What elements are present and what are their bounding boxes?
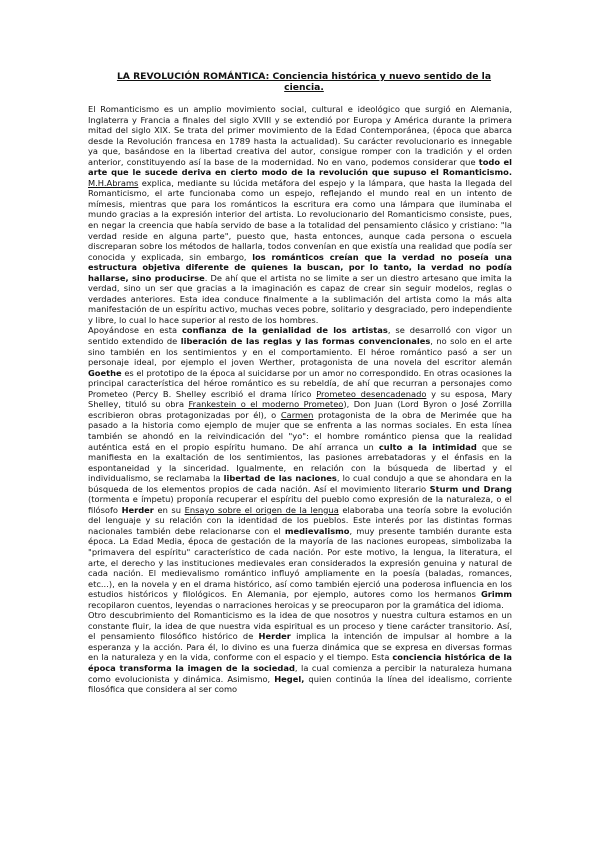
text-segment: es el prototipo de la época al suicidarse por un amor no correspondido. En otras ocasiones la principal característica del héroe romántico es su rebeldía, de ahí que recurran a personajes como Prometeo (Percy B. Shelley escribió el drama lírico — [88, 367, 512, 399]
bold-text-segment: Goethe — [88, 367, 122, 378]
bold-text-segment: Sturm und Drang — [429, 483, 512, 494]
text-segment: Otro descubrimiento del Romanticismo es la idea de que nosotros y nuestra cultura estamos en un constante fluir, la idea de que nuestra vida espiritual es un proceso y tiene carácter transitorio. Así, el pensamiento filosófico histórico de — [88, 610, 512, 642]
text-segment: y su esposa, Mary Shelley, tituló su obra — [88, 388, 512, 410]
underlined-work-title: Ensayo sobre el origen de la lengua — [184, 504, 339, 515]
bold-text-segment: los románticos creían que la verdad no poseía una estructura objetiva diferente de quienes la buscan, por lo tanto, la verdad no podía hallarse, sino producirse — [88, 251, 513, 283]
bold-text-segment: culto a la intimidad — [378, 441, 477, 452]
text-segment: elaboraba una teoría sobre la evolución del lenguaje y su relación con la identidad de los pueblos. Este interés por las distintas formas nacionales también debe relacionarse con el — [88, 504, 512, 536]
text-segment: , muy presente también durante esta época. La Edad Media, época de gestación de la mayoría de las naciones europeas, simbolizaba la "primavera del espíritu" característico de cada nación. Por este motivo, la lengua, la literatura, el arte, el derecho y las instituciones medievales eran considerados la expresión genuina y natural de cada nación. El medievalismo romántico influyó ampliamente en la poesía (baladas, romances, etc...), en la novela y en el drama histórico, así como también ejerció una poderosa influencia en los estudios históricos y filológicos. En Alemania, por ejemplo, autores como los hermanos — [88, 525, 512, 600]
text-segment: (tormenta e ímpetu) proponía recuperar el espíritu del pueblo como expresión de la naturaleza, o el filósofo — [88, 494, 512, 515]
bold-text-segment: libertad de las naciones — [223, 473, 337, 484]
paragraph-romanticismo-intro — [88, 104, 512, 325]
text-segment: , la cual comienza a percibir la naturaleza humana como evolucionista y dinámica. Asimismo, — [88, 662, 513, 684]
text-segment: recopilaron cuentos, leyendas o narraciones heroicas y se preocuparon por la gramática del idioma. — [88, 599, 504, 610]
bold-text-segment: Hegel, — [274, 673, 305, 684]
text-segment: implica la intención de impulsar al hombre a la esperanza y la acción. Para él, lo divino es una fuerza dinámica que se expresa en diversas formas en la naturaleza y en la vida, conforme con el espacio y el tiempo. Esta — [88, 631, 512, 663]
paragraph-genialidad-artistas — [88, 325, 512, 610]
bold-text-segment: medievalismo — [284, 525, 350, 536]
text-segment: . De ahí que el artista no se limite a ser un diestro artesano que imita la verdad, sino un ser que gracias a la imaginación es capaz de crear sin seguir modelos, reglas o verdades anteriores. Esta idea conduce finalmente a la sublimación del artista como la más alta manifestación de un espíritu activo, muchas veces pobre, solitario y desgraciado, pero independiente y libre, lo cual lo hace superior al resto de los hombres. — [88, 272, 512, 325]
text-segment: en su — [153, 504, 185, 515]
text-segment: que se manifiesta en la exaltación de los sentimientos, las pasiones arrebatadoras y el énfasis en la espontaneidad y la sinceridad. Igualmente, en relación con la búsqueda de libertad y el individualismo, se reclamaba la — [88, 441, 512, 484]
bold-text-segment: todo el arte que le sucede deriva en cierto modo de la revolución que supuso el Romanticismo. — [88, 156, 512, 178]
text-segment: , no solo en el arte sino también en los sentimientos y en el comportamiento. El héroe romántico pasó a ser un personaje ideal, por ejemplo el joven Werther, protagonista de una novela del escritor alemán — [88, 336, 512, 368]
text-segment: , se desarrolló con vigor un sentido extendido de — [88, 325, 512, 347]
text-segment: ), Don Juan (Lord Byron o José Zorrilla escribieron obras protagonizadas por él), o — [88, 399, 512, 420]
document-title: LA REVOLUCIÓN ROMÁNTICA: Conciencia histórica y nuevo sentido de la ciencia. — [116, 71, 492, 93]
underlined-work-title: Prometeo desencadenado — [316, 388, 427, 399]
underlined-author-name: M.H.Abrams — [88, 177, 139, 188]
bold-text-segment: Herder — [258, 631, 291, 642]
underlined-work-title: Carmen — [280, 409, 314, 420]
bold-text-segment: Herder — [121, 504, 154, 515]
text-segment: El Romanticismo es un amplio movimiento social, cultural e ideológico que surgió en Alemania, Inglaterra y Francia a finales del siglo XVIII y se extendió por Europa y América durante la primera mitad del siglo XIX. Se trata del primer movimiento de la Edad Contemporánea, (época que abarca desde la Revolución francesa en 1789 hasta la actualidad). Su carácter revolucionario es innegable ya que, basándose en la libertad creativa del autor, consigue romper con la tradición y el orden anterior, constituyendo así la base de la modernidad. No en vano, podemos considerar que — [88, 104, 512, 167]
paragraph-conciencia-historica — [88, 610, 512, 694]
text-segment: protagonista de la obra de Merimée que ha pasado a la historia como ejemplo de mujer que se enfrenta a las normas sociales. En esta línea también se ahondó en la reivindicación del "yo": el hombre romántico piensa que la realidad auténtica está en el propio espíritu humano. De ahí arranca un — [88, 409, 512, 452]
bold-text-segment: Grimm — [480, 589, 512, 600]
bold-text-segment: confianza de la genialidad de los artistas — [181, 325, 388, 336]
text-segment: Apoyándose en esta — [88, 325, 182, 336]
underlined-work-title: Frankestein o el moderno Prometeo — [188, 399, 344, 410]
text-segment: , lo cual condujo a que se ahondara en la búsqueda de los elementos propios de cada nación. Así el movimiento literario — [88, 473, 513, 494]
bold-text-segment: liberación de las reglas y las formas convencionales — [180, 336, 431, 347]
bold-text-segment: conciencia histórica de la época transforma la imagen de la sociedad — [88, 652, 512, 673]
text-segment: quien continúa la línea del idealismo, corriente filosófica que considera al ser como — [88, 673, 512, 695]
text-segment: explica, mediante su lúcida metáfora del espejo y la lámpara, que hasta la llegada del Romanticismo, el arte funcionaba como un espejo, reflejando el mundo real en un intento de mímesis, mientras que para los románticos la escritura era como una lámpara que iluminaba el mundo gracias a la expresión interior del artista. Lo revolucionario del Romanticismo consiste, pues, en negar la creencia que había servido de base a la totalidad del pensamiento clásico y cristiano: "la verdad reside en alguna parte", puesto que, hasta entonces, aunque cada persona o escuela discreparan sobre los métodos de hallarla, todos convenían en que existía una realidad que podía ser conocida y explicada, sin embargo, — [88, 177, 512, 262]
